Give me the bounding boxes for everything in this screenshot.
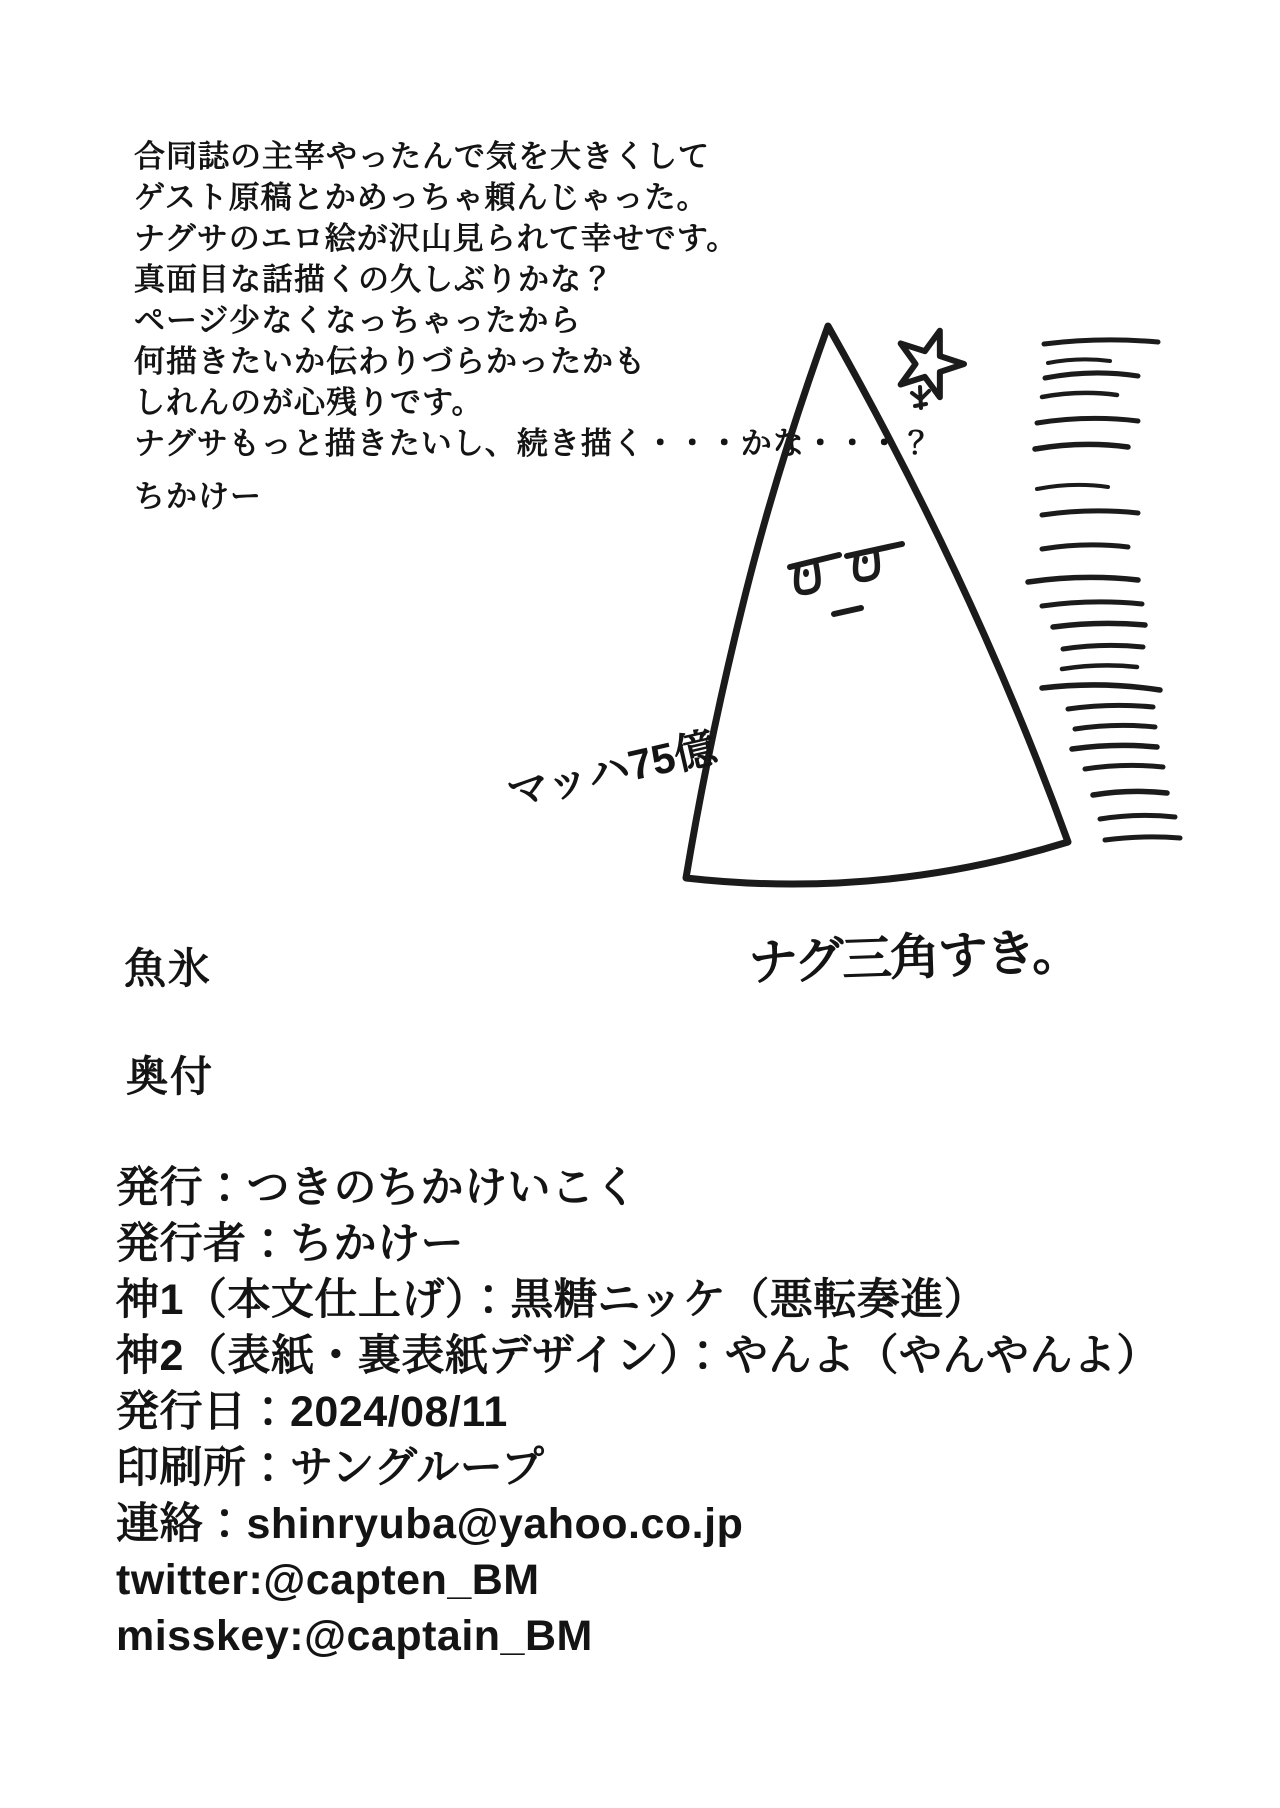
colophon-line-printer: 印刷所：サングループ (116, 1444, 545, 1492)
doodle-caption: ナグ三角すき。 (747, 923, 1081, 991)
afterword-line: ゲスト原稿とかめっちゃ頼んじゃった。 (134, 180, 709, 215)
colophon-line-publisher: 発行：つきのちかけいこく (116, 1164, 638, 1212)
colophon-line-twitter-handle: twitter:@capten_BM (116, 1556, 540, 1604)
colophon-line-author: 発行者：ちかけー (116, 1220, 464, 1268)
colophon-line-finishing: 神1（本文仕上げ）：黒糖ニッケ（悪転奏進） (116, 1276, 988, 1324)
sparkle-icon (912, 387, 929, 408)
mouth (834, 608, 861, 614)
afterword-line: ナグサもっと描きたいし、続き描く・・・かな・・・？ (134, 426, 933, 461)
afterword-line: 合同誌の主宰やったんで気を大きくして (134, 139, 710, 174)
speed-lines (1028, 340, 1180, 840)
colophon-line-contact-email: 連絡：shinryuba@yahoo.co.jp (116, 1500, 744, 1548)
unimpressed-face (790, 544, 902, 614)
afterword-line: 何描きたいか伝わりづらかったかも (134, 344, 646, 379)
colophon-block (116, 1160, 1160, 1664)
star-icon (889, 320, 972, 401)
left-pupil (803, 569, 809, 577)
colophon-line-publish-date: 発行日：2024/08/11 (116, 1388, 508, 1436)
right-eye (855, 552, 877, 579)
triangle-body (686, 326, 1068, 884)
afterword-line: ページ少なくなっちゃったから (134, 303, 582, 338)
colophon-line-misskey-handle: misskey:@captain_BM (116, 1612, 593, 1660)
left-eye (796, 564, 818, 592)
speed-annotation: マッハ75億 (502, 723, 721, 818)
author-signature: ちかけー (134, 479, 262, 514)
right-pupil (862, 556, 868, 564)
afterword-line: しれんのが心残りです。 (134, 385, 484, 420)
colophon-line-cover-design: 神2（表紙・裏表紙デザイン）：やんよ（やんやんよ） (116, 1332, 1160, 1380)
colophon-heading: 奥付 (126, 1053, 215, 1100)
afterword-line: 真面目な話描くの久しぶりかな？ (134, 262, 614, 297)
afterword-line: ナグサのエロ絵が沢山見られて幸せです。 (134, 221, 739, 256)
series-title: 魚氷 (124, 945, 213, 992)
